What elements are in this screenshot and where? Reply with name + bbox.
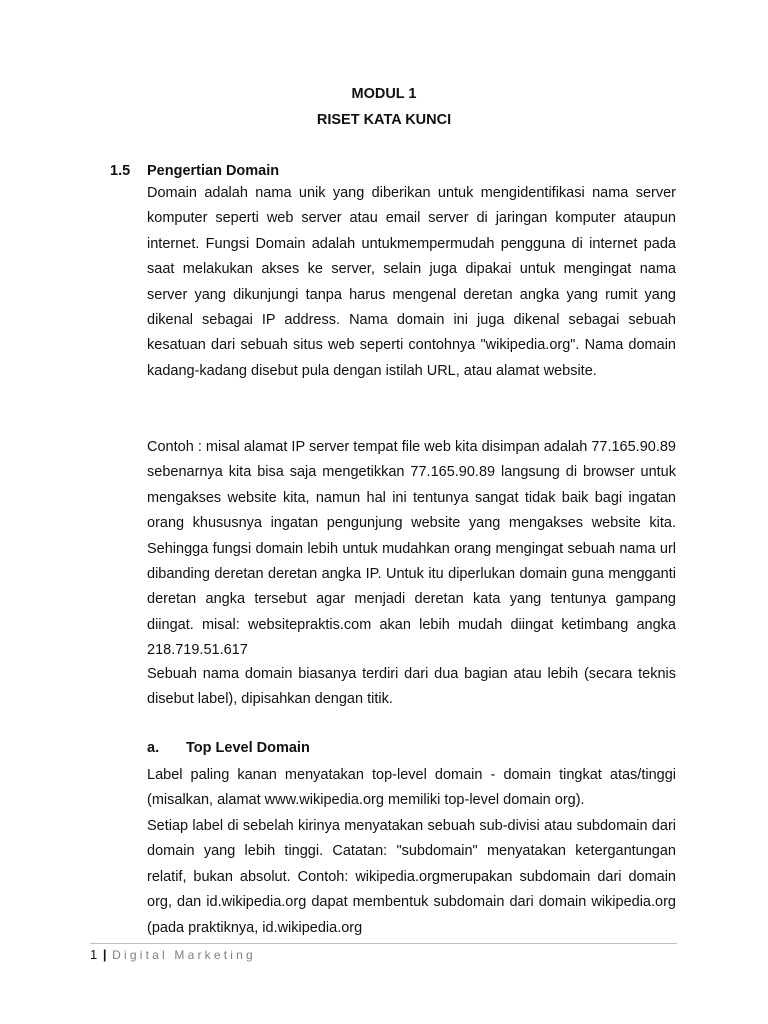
section-number: 1.5	[110, 163, 131, 179]
module-heading: MODUL 1	[351, 86, 417, 102]
paragraph-example: Contoh : misal alamat IP server tempat file web kita disimpan adalah 77.165.90.89 sebenarnya kita bisa saja mengetikkan 77.165.90.89 langsung di browser untuk mengakses website kita, namun hal ini tentunya sangat tidak baik bagi ingatan orang khususnya ingatan pengunjung website yang mengakses website kita. Sehingga fungsi domain lebih untuk mudahkan orang mengingat sebuah nama url dibanding deretan deretan angka IP. Untuk itu diperlukan domain guna mengganti deretan angka tersebut agar menjadi deretan kata yang tentunya gampang diingat. misal: websitepraktis.com akan lebih mudah diingat ketimbang angka 218.719.51.617	[147, 439, 676, 659]
section-title: Pengertian Domain	[147, 163, 280, 179]
page-footer	[90, 946, 256, 964]
page-number: 1	[90, 947, 98, 962]
paragraph-top-level: Label paling kanan menyatakan top-level domain - domain tingkat atas/tinggi (misalkan, alamat www.wikipedia.org memiliki top-level domain org).	[147, 767, 676, 809]
footer-separator: |	[102, 947, 107, 962]
module-title: RISET KATA KUNCI	[316, 112, 452, 128]
paragraph-labels: Sebuah nama domain biasanya terdiri dari dua bagian atau lebih (secara teknis disebut label), dipisahkan dengan titik.	[147, 666, 676, 708]
footer-divider	[90, 943, 677, 944]
paragraph-subdomain: Setiap label di sebelah kirinya menyatakan sebuah sub-divisi atau subdomain dari domain yang lebih tinggi. Catatan: "subdomain" menyatakan ketergantungan relatif, bukan absolut. Contoh: wikipedia.orgmerupakan subdomain dari domain org, dan id.wikipedia.org dapat membentuk subdomain dari domain wikipedia.org (pada praktiknya, id.wikipedia.org	[147, 818, 676, 936]
paragraph-definition: Domain adalah nama unik yang diberikan untuk mengidentifikasi nama server komputer seperti web server atau email server di jaringan komputer ataupun internet. Fungsi Domain adalah untukmempermudah pengguna di internet pada saat melakukan akses ke server, selain juga dipakai untuk mengingat nama server yang dikunjungi tanpa harus mengenal deretan angka yang rumit yang dikenal sebagai IP address. Nama domain ini juga dikenal sebagai sebuah kesatuan dari sebuah situs web seperti contohnya "wikipedia.org". Nama domain kadang-kadang disebut pula dengan istilah URL, atau alamat website.	[147, 185, 676, 379]
footer-document-title: Digital Marketing	[112, 948, 256, 962]
subsection-letter: a.	[147, 740, 160, 756]
subsection-title: Top Level Domain	[186, 740, 310, 756]
